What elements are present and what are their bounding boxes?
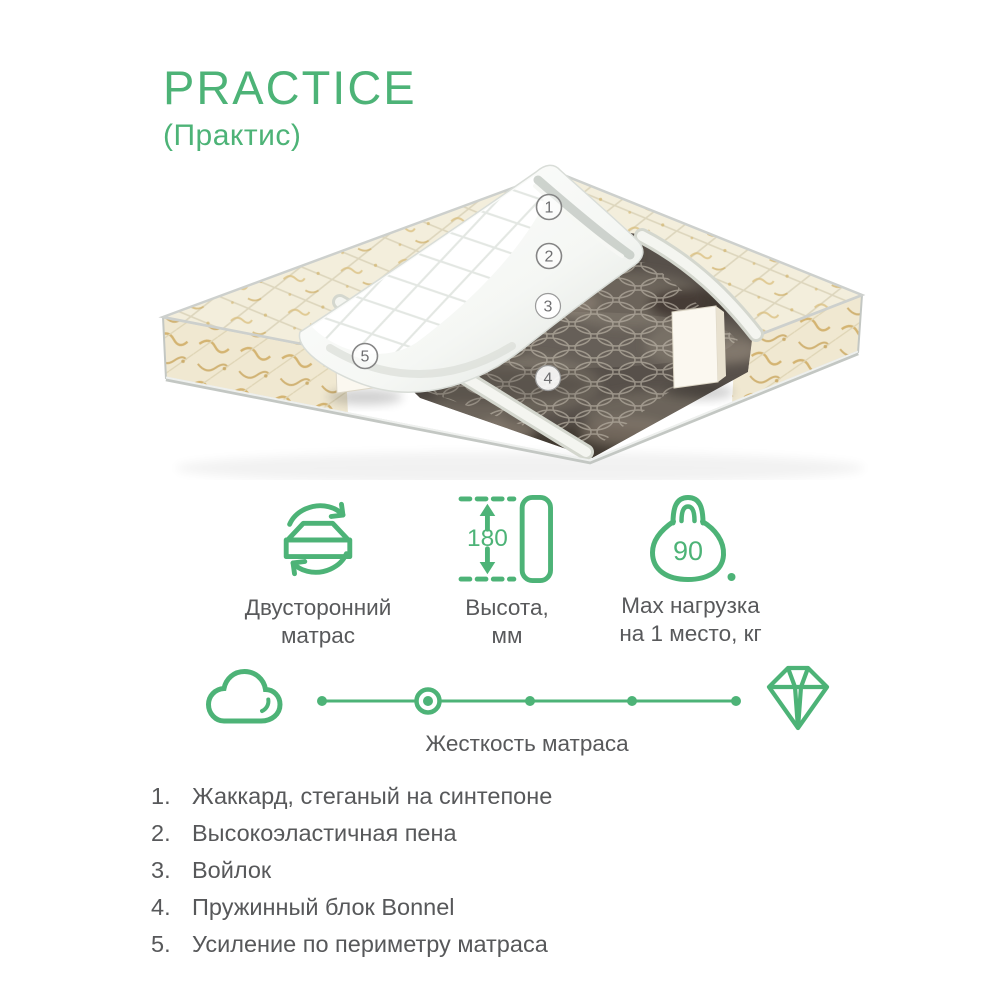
feature-label-line: Max нагрузка [621,593,760,618]
slider-dot-3 [525,696,535,706]
cloud-icon [203,666,287,730]
feature-double-sided [218,490,418,650]
layers-list [151,784,552,969]
svg-text:3: 3 [543,298,553,316]
list-item-text: Жаккард, стеганый на синтепоне [192,783,553,809]
svg-text:5: 5 [360,348,370,366]
page-subtitle: (Практис) [163,119,302,152]
list-item-text: Высокоэластичная пена [192,820,457,846]
callout-1 [537,195,562,220]
svg-text:90: 90 [672,536,703,566]
callout-2 [537,244,562,269]
mattress-height-icon [417,490,597,588]
slider-dot-2-center [423,696,433,706]
list-item-number: 1. [151,783,171,809]
feature-label [417,594,597,650]
page-title: PRACTICE [163,61,417,114]
diamond-icon [761,661,835,735]
feature-label-line: Высота, [465,595,549,620]
mattress-cutaway-svg [130,150,890,480]
feature-label-line: матрас [280,623,356,648]
kettlebell-weight-icon [593,488,788,586]
list-item-text: Усиление по периметру матраса [192,931,548,957]
double-sided-mattress-icon [218,490,418,588]
feature-label-line: мм [491,623,523,648]
feature-label [218,594,418,650]
list-item-number: 4. [151,894,171,920]
slider-dot-4 [627,696,637,706]
firmness-slider [300,678,750,724]
callout-3 [536,294,561,319]
svg-text:1: 1 [544,199,554,217]
feature-height [417,490,597,650]
feature-label [593,592,788,648]
mattress-cutaway-illustration [130,150,890,480]
feature-max-load [593,488,788,648]
list-item-text: Войлок [192,857,272,883]
list-item-number: 2. [151,820,171,846]
list-item-text: Пружинный блок Bonnel [192,894,455,920]
svg-text:2: 2 [544,248,554,266]
list-item [151,932,552,956]
svg-text:4: 4 [543,370,553,388]
callout-4 [536,366,561,391]
list-item [151,821,552,845]
firmness-label: Жесткость матраса [425,731,629,756]
callout-5 [353,344,378,369]
list-item [151,784,552,808]
list-item-number: 5. [151,931,171,957]
list-item-number: 3. [151,857,171,883]
svg-text:180: 180 [467,524,508,552]
mattress-shadow [175,452,865,480]
slider-dot-5 [731,696,741,706]
slider-dot-1 [317,696,327,706]
list-item [151,858,552,882]
feature-label-line: на 1 место, кг [619,621,762,646]
list-item [151,895,552,919]
feature-label-line: Двусторонний [244,595,392,620]
